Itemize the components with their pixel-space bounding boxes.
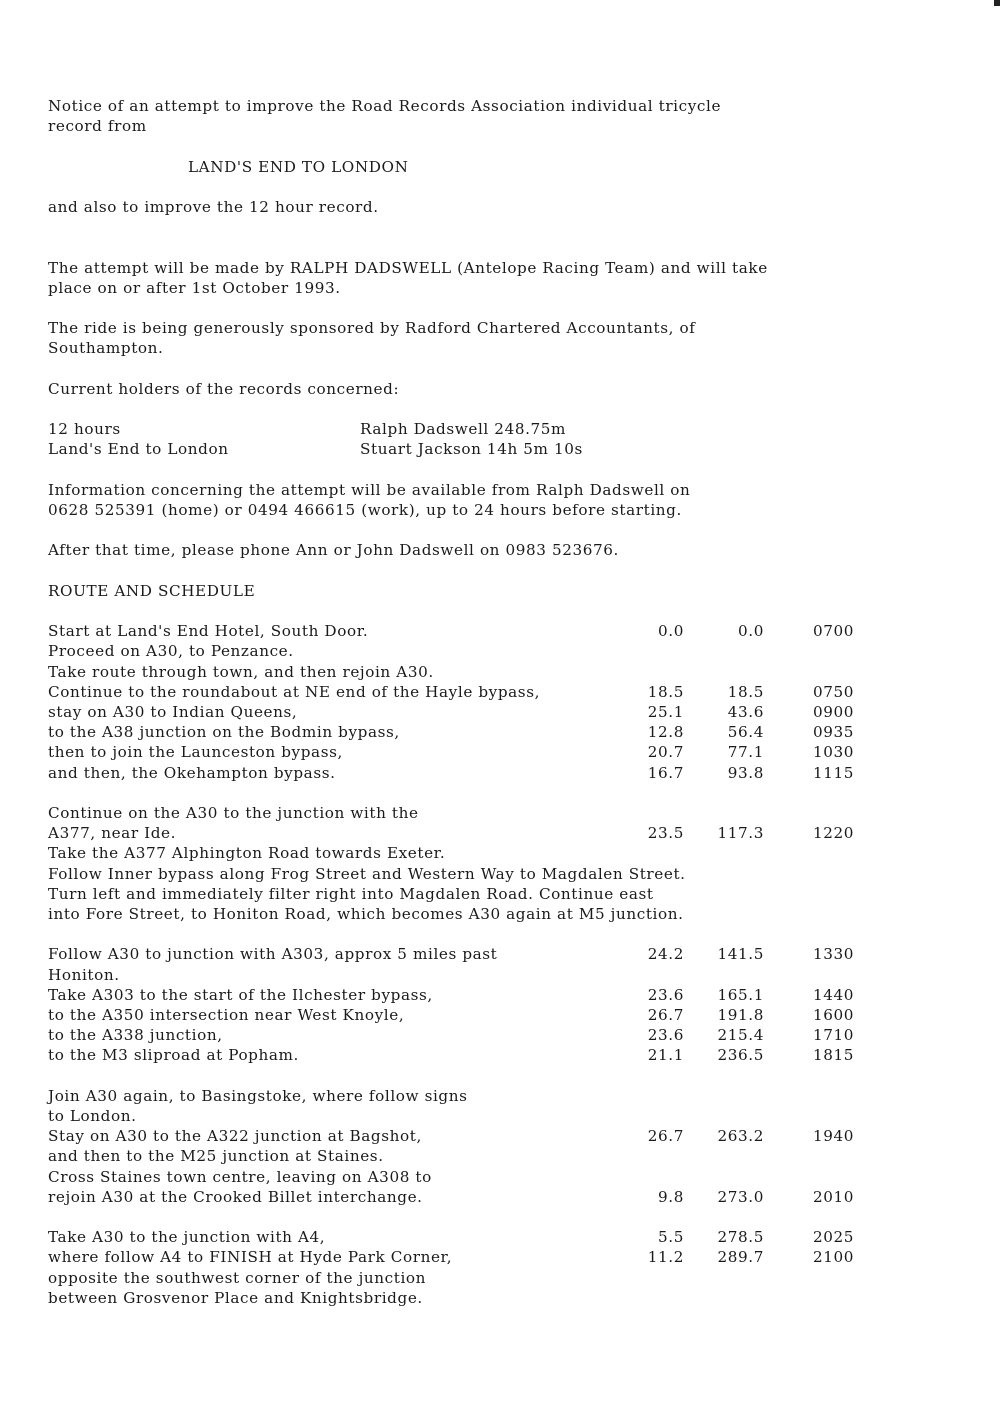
schedule-time: 0700	[812, 622, 854, 641]
schedule-row	[48, 641, 968, 661]
total-miles	[688, 864, 768, 884]
route-text: between Grosvenor Place and Knightsbridge.	[48, 1288, 423, 1307]
schedule-row	[48, 1005, 968, 1025]
total-miles: 236.5	[717, 1046, 764, 1065]
schedule-row	[48, 1146, 968, 1166]
route-text: Take route through town, and then rejoin A30.	[48, 662, 434, 681]
stage-miles	[608, 641, 688, 661]
stage-miles: 0.0	[658, 622, 684, 641]
schedule-row	[48, 702, 968, 722]
after-paragraph: After that time, please phone Ann or John Dadswell on 0983 523676.	[48, 541, 619, 560]
schedule-row	[48, 985, 968, 1005]
stage-miles	[608, 965, 688, 985]
total-miles	[688, 1106, 768, 1126]
holder-name: Ralph Dadswell 248.75m	[360, 420, 567, 439]
schedule-row	[48, 944, 968, 964]
schedule-row	[48, 1167, 968, 1187]
stage-miles	[608, 884, 688, 904]
schedule-time	[768, 904, 858, 924]
stage-miles: 16.7	[647, 763, 684, 782]
stage-miles	[608, 1167, 688, 1187]
schedule-time	[768, 641, 858, 661]
schedule-row	[48, 682, 968, 702]
also-paragraph: and also to improve the 12 hour record.	[48, 197, 379, 216]
stage-miles	[608, 864, 688, 884]
route-text: Take A30 to the junction with A4,	[48, 1228, 326, 1247]
schedule-row	[48, 904, 968, 924]
route-text: Continue to the roundabout at NE end of the Hayle bypass,	[48, 682, 541, 701]
stage-miles: 23.6	[647, 1026, 684, 1045]
schedule-row	[48, 1126, 968, 1146]
total-miles: 278.5	[717, 1228, 764, 1247]
schedule-row	[48, 621, 968, 641]
schedule-row	[48, 1106, 968, 1126]
schedule-row	[48, 1086, 968, 1106]
route-text: rejoin A30 at the Crooked Billet interchange.	[48, 1187, 423, 1206]
schedule-block	[48, 621, 968, 783]
stage-miles: 21.1	[647, 1046, 684, 1065]
stage-miles	[608, 1086, 688, 1106]
schedule-time: 1940	[812, 1127, 854, 1146]
stage-miles	[608, 803, 688, 823]
schedule-row	[48, 1227, 968, 1247]
total-miles: 43.6	[727, 702, 764, 721]
schedule-time	[768, 1167, 858, 1187]
schedule-time	[768, 965, 858, 985]
schedule-time	[768, 662, 858, 682]
total-miles	[688, 884, 768, 904]
schedule-time: 1600	[812, 1005, 854, 1024]
total-miles: 191.8	[717, 1005, 764, 1024]
total-miles: 141.5	[717, 945, 764, 964]
total-miles	[688, 1268, 768, 1288]
total-miles: 263.2	[717, 1127, 764, 1146]
route-text: Cross Staines town centre, leaving on A308 to	[48, 1167, 432, 1186]
schedule-row	[48, 742, 968, 762]
stage-miles	[608, 843, 688, 863]
total-miles	[688, 843, 768, 863]
stage-miles	[608, 1288, 688, 1308]
route-text: Join A30 again, to Basingstoke, where follow signs	[48, 1086, 468, 1105]
total-miles: 273.0	[717, 1187, 764, 1206]
schedule-row	[48, 1247, 968, 1267]
total-miles: 56.4	[727, 723, 764, 742]
schedule-time	[768, 803, 858, 823]
schedule-time: 1440	[812, 985, 854, 1004]
route-schedule	[48, 621, 968, 1308]
route-text: to the M3 sliproad at Popham.	[48, 1046, 299, 1065]
route-text: to the A338 junction,	[48, 1026, 223, 1045]
stage-miles: 12.8	[647, 723, 684, 742]
stage-miles: 26.7	[647, 1005, 684, 1024]
stage-miles: 23.6	[647, 985, 684, 1004]
total-miles	[688, 1146, 768, 1166]
stage-miles: 20.7	[647, 743, 684, 762]
total-miles: 117.3	[717, 824, 764, 843]
schedule-time: 2025	[812, 1228, 854, 1247]
route-text: Proceed on A30, to Penzance.	[48, 642, 294, 661]
schedule-time: 1815	[812, 1046, 854, 1065]
schedule-row	[48, 1288, 968, 1308]
total-miles: 289.7	[717, 1248, 764, 1267]
info-paragraph: Information concerning the attempt will be available from Ralph Dadswell on 0628 525391 (home) or 0494 466615 (work), up to 24 hours before starting.	[48, 480, 691, 519]
total-miles	[688, 1288, 768, 1308]
schedule-row	[48, 884, 968, 904]
stage-miles	[608, 662, 688, 682]
stage-miles	[608, 1146, 688, 1166]
stage-miles: 26.7	[647, 1127, 684, 1146]
schedule-time: 0935	[812, 723, 854, 742]
stage-miles	[608, 1268, 688, 1288]
route-text: A377, near Ide.	[48, 824, 177, 843]
route-text: and then to the M25 junction at Staines.	[48, 1147, 384, 1166]
schedule-block	[48, 944, 968, 1065]
sponsor-paragraph: The ride is being generously sponsored by Radford Chartered Accountants, of Southampton.	[48, 319, 696, 358]
stage-miles: 25.1	[647, 702, 684, 721]
route-text: stay on A30 to Indian Queens,	[48, 702, 298, 721]
schedule-row	[48, 803, 968, 823]
schedule-time	[768, 1146, 858, 1166]
total-miles: 93.8	[727, 763, 764, 782]
schedule-block	[48, 803, 968, 924]
schedule-time: 0900	[812, 702, 854, 721]
holder-record: 12 hours	[48, 420, 121, 439]
stage-miles: 9.8	[658, 1187, 684, 1206]
holders-heading: Current holders of the records concerned:	[48, 379, 400, 398]
route-text: Take the A377 Alphington Road towards Exeter.	[48, 844, 446, 863]
route-text: Turn left and immediately filter right into Magdalen Road. Continue east	[48, 884, 654, 903]
route-text: and then, the Okehampton bypass.	[48, 763, 336, 782]
attempt-paragraph: The attempt will be made by RALPH DADSWELL (Antelope Racing Team) and will take place on or after 1st October 1993.	[48, 258, 768, 297]
schedule-time	[768, 884, 858, 904]
schedule-time: 0750	[812, 682, 854, 701]
total-miles: 18.5	[727, 682, 764, 701]
route-text: opposite the southwest corner of the junction	[48, 1268, 427, 1287]
notice-page	[48, 96, 968, 1308]
stage-miles	[608, 904, 688, 924]
holder-name: Stuart Jackson 14h 5m 10s	[360, 440, 583, 459]
schedule-row	[48, 763, 968, 783]
total-miles	[688, 803, 768, 823]
route-text: Take A303 to the start of the Ilchester bypass,	[48, 985, 433, 1004]
intro-paragraph: Notice of an attempt to improve the Road Records Association individual tricycle record from	[48, 97, 722, 136]
schedule-row	[48, 1045, 968, 1065]
schedule-time	[768, 1106, 858, 1126]
schedule-time: 2010	[812, 1187, 854, 1206]
total-miles	[688, 1086, 768, 1106]
route-text: Honiton.	[48, 965, 120, 984]
total-miles: 165.1	[717, 985, 764, 1004]
route-text: then to join the Launceston bypass,	[48, 743, 343, 762]
schedule-heading: ROUTE AND SCHEDULE	[48, 581, 256, 600]
schedule-time	[768, 1086, 858, 1106]
total-miles	[688, 965, 768, 985]
route-text: to London.	[48, 1106, 137, 1125]
schedule-time	[768, 1288, 858, 1308]
route-title: LAND'S END TO LONDON	[188, 157, 409, 176]
stage-miles	[608, 1106, 688, 1126]
total-miles	[688, 662, 768, 682]
schedule-row	[48, 965, 968, 985]
route-text: Follow A30 to junction with A303, approx 5 miles past	[48, 945, 498, 964]
schedule-time: 1220	[812, 824, 854, 843]
schedule-row	[48, 662, 968, 682]
schedule-row	[48, 823, 968, 843]
total-miles: 215.4	[717, 1026, 764, 1045]
route-text: Stay on A30 to the A322 junction at Bagshot,	[48, 1127, 422, 1146]
schedule-time	[768, 843, 858, 863]
scan-corner-mark	[994, 0, 1000, 6]
stage-miles: 24.2	[647, 945, 684, 964]
schedule-row	[48, 722, 968, 742]
route-text: where follow A4 to FINISH at Hyde Park Corner,	[48, 1248, 453, 1267]
route-text: Follow Inner bypass along Frog Street and Western Way to Magdalen Street.	[48, 864, 686, 883]
schedule-time: 1330	[812, 945, 854, 964]
stage-miles: 11.2	[647, 1248, 684, 1267]
schedule-row	[48, 1268, 968, 1288]
holder-record: Land's End to London	[48, 440, 229, 459]
schedule-time: 1710	[812, 1026, 854, 1045]
total-miles	[688, 1167, 768, 1187]
schedule-row	[48, 864, 968, 884]
route-text: to the A350 intersection near West Knoyle,	[48, 1005, 405, 1024]
schedule-time: 2100	[812, 1248, 854, 1267]
route-text: Start at Land's End Hotel, South Door.	[48, 622, 369, 641]
schedule-time: 1030	[812, 743, 854, 762]
stage-miles: 23.5	[647, 824, 684, 843]
schedule-block	[48, 1086, 968, 1207]
schedule-row	[48, 1025, 968, 1045]
route-text: Continue on the A30 to the junction with the	[48, 803, 419, 822]
schedule-row	[48, 1187, 968, 1207]
route-text: to the A38 junction on the Bodmin bypass,	[48, 723, 400, 742]
schedule-block	[48, 1227, 968, 1308]
total-miles	[688, 904, 768, 924]
schedule-row	[48, 843, 968, 863]
stage-miles: 5.5	[658, 1228, 684, 1247]
schedule-time: 1115	[812, 763, 854, 782]
schedule-time	[768, 1268, 858, 1288]
stage-miles: 18.5	[647, 682, 684, 701]
schedule-time	[768, 864, 858, 884]
record-holders-table	[48, 419, 968, 459]
total-miles: 0.0	[738, 622, 764, 641]
route-text: into Fore Street, to Honiton Road, which becomes A30 again at M5 junction.	[48, 904, 684, 923]
total-miles: 77.1	[727, 743, 764, 762]
total-miles	[688, 641, 768, 661]
